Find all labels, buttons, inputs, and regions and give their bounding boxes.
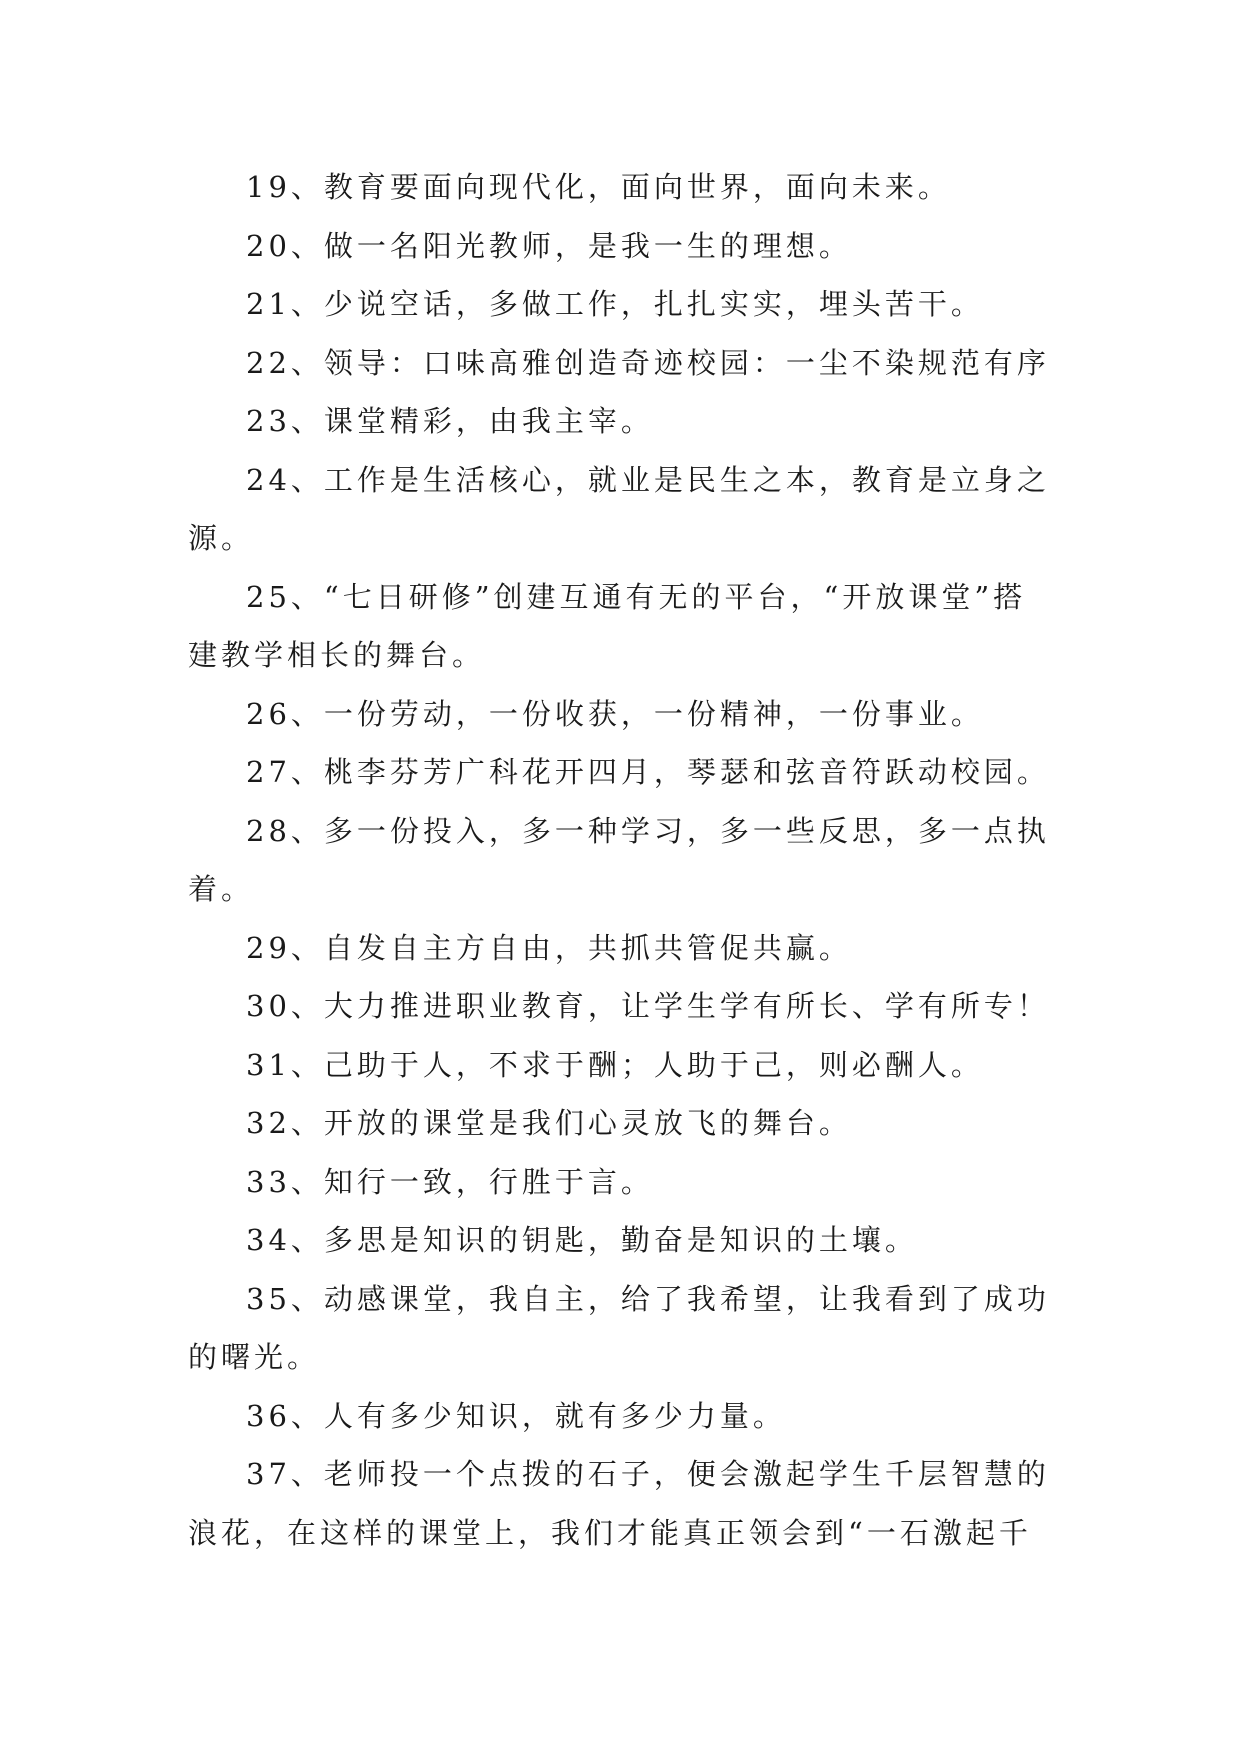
list-item: 31、己助于人，不求于酬；人助于己，则必酬人。	[246, 1047, 984, 1082]
list-item: 33、知行一致，行胜于言。	[246, 1164, 654, 1199]
list-item: 24、工作是生活核心，就业是民生之本，教育是立身之源。	[188, 462, 1050, 555]
list-item: 21、少说空话，多做工作，扎扎实实，埋头苦干。	[246, 287, 984, 321]
list-item: 28、多一份投入，多一种学习，多一些反思，多一点执着。	[188, 813, 1050, 906]
list-item: 37、老师投一个点拨的石子，便会激起学生千层智慧的浪花，在这样的课堂上，我们才能真正领会到“一石激起千	[188, 1457, 1050, 1550]
list-item: 27、桃李芬芳广科花开四月，琴瑟和弦音符跃动校园。	[246, 755, 1050, 789]
list-item: 20、做一名阳光教师，是我一生的理想。	[246, 228, 852, 263]
list-item: 32、开放的课堂是我们心灵放飞的舞台。	[246, 1106, 852, 1140]
list-item: 22、领导：口味高雅创造奇迹校园：一尘不染规范有序	[246, 345, 1050, 380]
list-item: 29、自发自主方自由，共抓共管促共赢。	[246, 930, 852, 965]
list-item: 36、人有多少知识，就有多少力量。	[246, 1398, 786, 1433]
document-body	[188, 158, 1050, 1562]
list-item: 23、课堂精彩，由我主宰。	[246, 404, 654, 438]
list-item: 26、一份劳动，一份收获，一份精神，一份事业。	[246, 696, 984, 731]
list-item: 34、多思是知识的钥匙，勤奋是知识的土壤。	[246, 1223, 918, 1257]
list-item: 19、教育要面向现代化，面向世界，面向未来。	[246, 170, 951, 204]
list-item: 35、动感课堂，我自主，给了我希望，让我看到了成功的曙光。	[188, 1281, 1050, 1374]
list-item: 25、“七日研修”创建互通有无的平台，“开放课堂”搭建教学相长的舞台。	[188, 579, 1027, 672]
list-item: 30、大力推进职业教育，让学生学有所长、学有所专！	[246, 989, 1050, 1023]
